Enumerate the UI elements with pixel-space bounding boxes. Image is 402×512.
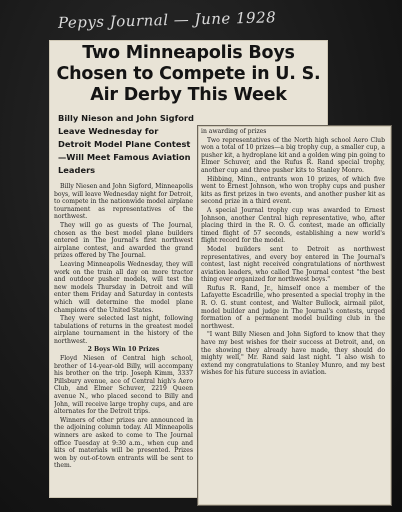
section-heading: 2 Boys Win 10 Prizes — [87, 346, 160, 354]
paragraph: Model builders sent to Detroit as northwest representatives, and every boy entered in The Journal's contest, last night received congratulations of northwest aviation leaders, who called The Journal contest "the best thing ever organized for northwest boys." — [201, 245, 385, 284]
headline: Two Minneapolis Boys Chosen to Compete in U. S. Air Derby This Week — [56, 43, 321, 105]
paragraph: Winners of other prizes are announced in the adjoining column today. All Minneapolis winners are asked to come to The Journal office Tuesday at 9:30 a.m., when cup and kits of materials will be presented. Prizes won by out-of-town entrants will be sent to them. — [54, 416, 193, 470]
left-article-column — [54, 183, 193, 495]
paragraph: A special Journal trophy cup was awarded to Ernest Johnson, another Central high representative, who, after placing third in the R. O. G. contest, made an officially timed flight of 57 seconds, establishing a new world's flight record for the model. — [201, 206, 385, 245]
paragraph: "I want Billy Niesen and John Sigford to know that they have my best wishes for their success at Detroit, and, on the showing they already have made, they should do mighty well," Mr. Rand said last night. "I also wish to extend my congratulations to Stanley Munro, and my best wishes for his future success in aviation. — [201, 331, 385, 377]
paragraph: They were selected last night, following tabulations of returns in the greatest model airplane tournament in the history of the northwest. — [54, 315, 193, 345]
paragraph: Hibbing, Minn., entrants won 10 prizes, of which five went to Ernest Johnson, who won trophy cups and pusher kits as first prizes in two events, and another pusher kit as second prize in a third event. — [201, 175, 385, 206]
right-article-column — [201, 128, 385, 502]
paragraph: Rufus R. Rand, Jr., himself once a member of the Lafayette Escadrille, who presented a special trophy in the R. O. G. stunt contest, and Walter Bullock, airmail pilot, model builder and judge in The Journal's contests, urged formation of a permanent model building club in the northwest. — [201, 284, 385, 330]
paragraph: Floyd Niesen of Central high school, brother of 14-year-old Billy, will accompany his brother on the trip. Joseph Kimm, 3337 Pillsbury avenue, ace of Central high's Aero Club, and Elmer Schuver, 2219 Queen avenue N., who placed second to Billy and John, will receive large trophy cups, and are alternates for the Detroit trips. — [54, 355, 193, 416]
paragraph: Leaving Minneapolis Wednesday, they will work on the train all day on more tractor and outdoor pusher models, will test the new models Thursday in Detroit and will enter them Friday and Saturday in contests which will determine the model plane champions of the United States. — [54, 260, 193, 314]
subheadline: Billy Nieson and John Sigford Leave Wednesday for Detroit Model Plane Contest —Will Meet Famous Aviation Leaders — [58, 113, 194, 175]
paragraph: Billy Niesen and John Sigford, Minneapolis boys, will leave Wednesday night for Detroit, to compete in the nationwide model airplane tournament as representatives of the northwest. — [54, 183, 193, 221]
paragraph: They will go as guests of The Journal, chosen as the best model plane builders entered in The Journal's first northwest airplane contest, and awarded the grand prizes offered by The Journal. — [54, 221, 193, 260]
handwritten-annotation: Pepys Journal — June 1928 — [57, 8, 277, 32]
paragraph: Two representatives of the North high school Aero Club won a total of 10 prizes—a big trophy cup, a smaller cup, a pusher kit, a hydroplane kit and a golden wing pin going to Elmer Schuver, and the Rufus R. Rand special trophy, another cup and three pusher kits to Stanley Monro. — [201, 136, 385, 174]
paragraph: in awarding of prizes — [201, 128, 267, 135]
